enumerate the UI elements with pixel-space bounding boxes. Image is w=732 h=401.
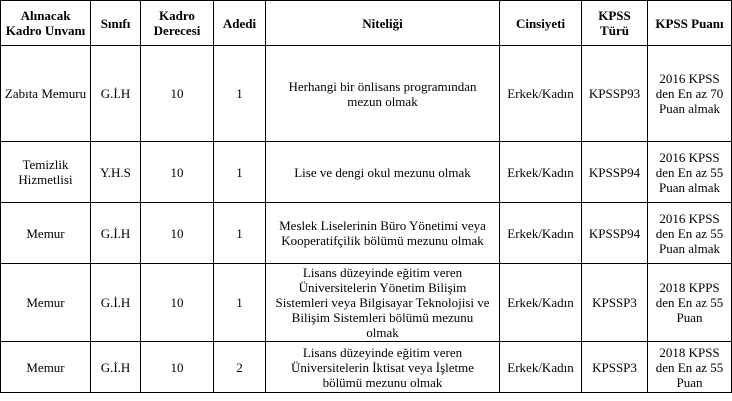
cell-nitelik: Herhangi bir önlisans programından mezun olmak (266, 46, 500, 142)
cell-kpss-puani: 2018 KPPS den En az 55 Puan (648, 264, 732, 342)
cell-kpss-puani: 2016 KPSS den En az 55 Puan almak (648, 142, 732, 203)
cell-nitelik: Lisans düzeyinde eğitim veren Üniversitelerin İktisat veya İşletme bölümü mezunu olmak (266, 342, 500, 393)
cell-kpss-puani: 2016 KPSS den En az 70 Puan almak (648, 46, 732, 142)
cell-cinsiyet: Erkek/Kadın (500, 264, 582, 342)
cell-derece: 10 (141, 264, 214, 342)
cell-unvan: Memur (1, 264, 91, 342)
header-row (1, 1, 732, 46)
cell-nitelik: Lise ve dengi okul mezunu olmak (266, 142, 500, 203)
cell-adet: 1 (214, 264, 266, 342)
table-row (1, 264, 732, 342)
cell-kpss-puani: 2016 KPSS den En az 55 Puan almak (648, 203, 732, 264)
cell-sinif: G.İ.H (91, 203, 141, 264)
cell-kpss-turu: KPSSP94 (582, 142, 648, 203)
cell-derece: 10 (141, 203, 214, 264)
cell-sinif: Y.H.S (91, 142, 141, 203)
cell-unvan: Zabıta Memuru (1, 46, 91, 142)
header-derece: Kadro Derecesi (141, 1, 214, 46)
cell-adet: 1 (214, 142, 266, 203)
table-row (1, 142, 732, 203)
cell-adet: 1 (214, 203, 266, 264)
cell-kpss-turu: KPSSP3 (582, 342, 648, 393)
cell-sinif: G.İ.H (91, 342, 141, 393)
cell-derece: 10 (141, 142, 214, 203)
cell-adet: 1 (214, 46, 266, 142)
cell-unvan: Memur (1, 342, 91, 393)
table-row (1, 203, 732, 264)
table-row (1, 342, 732, 393)
cell-derece: 10 (141, 342, 214, 393)
header-sinif: Sınıfı (91, 1, 141, 46)
cell-nitelik: Lisans düzeyinde eğitim veren Üniversitelerin Yönetim Bilişim Sistemleri veya Bilgisayar Teknolojisi ve Bilişim Sistemleri bölümü mezunu olmak (266, 264, 500, 342)
cell-kpss-turu: KPSSP93 (582, 46, 648, 142)
cell-sinif: G.İ.H (91, 46, 141, 142)
cell-cinsiyet: Erkek/Kadın (500, 142, 582, 203)
cell-kpss-turu: KPSSP94 (582, 203, 648, 264)
cell-cinsiyet: Erkek/Kadın (500, 46, 582, 142)
header-kpss-turu: KPSS Türü (582, 1, 648, 46)
cell-unvan: Memur (1, 203, 91, 264)
header-nitelik: Niteliği (266, 1, 500, 46)
cell-adet: 2 (214, 342, 266, 393)
header-cinsiyet: Cinsiyeti (500, 1, 582, 46)
header-adet: Adedi (214, 1, 266, 46)
table-row (1, 46, 732, 142)
cell-kpss-turu: KPSSP3 (582, 264, 648, 342)
header-unvan: Alınacak Kadro Unvanı (1, 1, 91, 46)
cell-kpss-puani: 2018 KPSS den En az 55 Puan (648, 342, 732, 393)
cell-derece: 10 (141, 46, 214, 142)
cell-unvan: Temizlik Hizmetlisi (1, 142, 91, 203)
cell-sinif: G.İ.H (91, 264, 141, 342)
cell-cinsiyet: Erkek/Kadın (500, 203, 582, 264)
cell-nitelik: Meslek Liselerinin Büro Yönetimi veya Kooperatifçilik bölümü mezunu olmak (266, 203, 500, 264)
header-kpss-puani: KPSS Puanı (648, 1, 732, 46)
cell-cinsiyet: Erkek/Kadın (500, 342, 582, 393)
